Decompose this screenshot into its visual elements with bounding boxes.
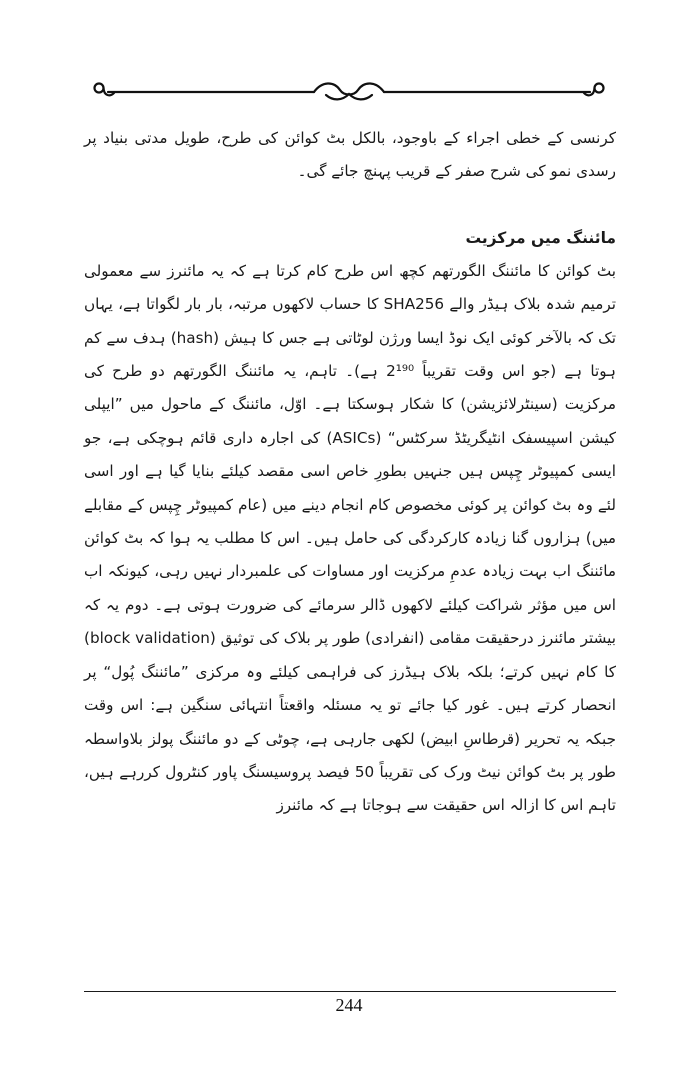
page-number: 244 [335, 995, 363, 1015]
body-paragraph: بٹ کوائن کا مائننگ الگورتھم کچھ اس طرح کام کرتا ہے کہ یہ مائنرز سے معمولی ترمیم شدہ بلاک ہیڈر والے SHA256 کا حساب لاکھوں مرتبہ، بار بار لگواتا ہے، یہاں تک کہ بالآخر کوئی ایک نوڈ ایسا ورژن لوٹاتی ہے جس کا ہیش (hash) ہدف سے کم ہوتا ہے (جو اس وقت تقریباً 2¹⁹⁰ ہے)۔ تاہم، یہ مائننگ الگورتھم دو طرح کی مرکزیت (سینٹرلائزیشن) کا شکار ہوسکتا ہے۔ اوّل، مائننگ کے ماحول میں ”ایپلی کیشن اسپیسفک انٹیگریٹڈ سرکٹس“ (ASICs) کی اجارہ داری قائم ہوچکی ہے، جو ایسی کمپیوٹر چِپس ہیں جنہیں بطورِ خاص اسی مقصد کیلئے بنایا گیا ہے اور اسی لئے وہ بٹ کوائن پر کوئی مخصوص کام انجام دینے میں (عام کمپیوٹر چِپس کے مقابلے میں) ہزاروں گنا زیادہ کارکردگی کی حامل ہیں۔ اس کا مطلب یہ ہوا کہ بٹ کوائن مائننگ اب بہت زیادہ عدمِ مرکزیت اور مساوات کی علمبردار نہیں رہی، کیونکہ اب اس میں مؤثر شراکت کیلئے لاکھوں ڈالر سرمائے کی ضرورت ہوتی ہے۔ دوم یہ کہ بیشتر مائنرز درحقیقت مقامی (انفرادی) طور پر بلاک کی توثیق (block validation) کا کام نہیں کرتے؛ بلکہ بلاک ہیڈرز کی فراہمی کیلئے وہ مرکزی ”مائننگ پُول“ پر انحصار کرتے ہیں۔ غور کیا جائے تو یہ مسئلہ واقعتاً انتہائی سنگین ہے: اس وقت جبکہ یہ تحریر (قرطاسِ ابیض) لکھی جارہی ہے، چوٹی کے دو مائننگ پولز بلاواسطہ طور پر بٹ کوائن نیٹ ورک کی تقریباً 50 فیصد پروسیسنگ پاور کنٹرول کررہے ہیں، تاہم اس کا ازالہ اس حقیقت سے ہوجاتا ہے کہ مائنرز [84, 261, 617, 815]
page-content [84, 122, 616, 823]
footer-divider [84, 991, 616, 992]
section-heading: مائننگ میں مرکزیت [465, 228, 616, 247]
header-ornament-icon [90, 72, 608, 108]
intro-paragraph: کرنسی کے خطی اجراء کے باوجود، بالکل بٹ کوائن کی طرح، طویل مدتی بنیاد پر رسدی نمو کی شرح صفر کے قریب پہنچ جائے گی۔ [84, 129, 616, 181]
